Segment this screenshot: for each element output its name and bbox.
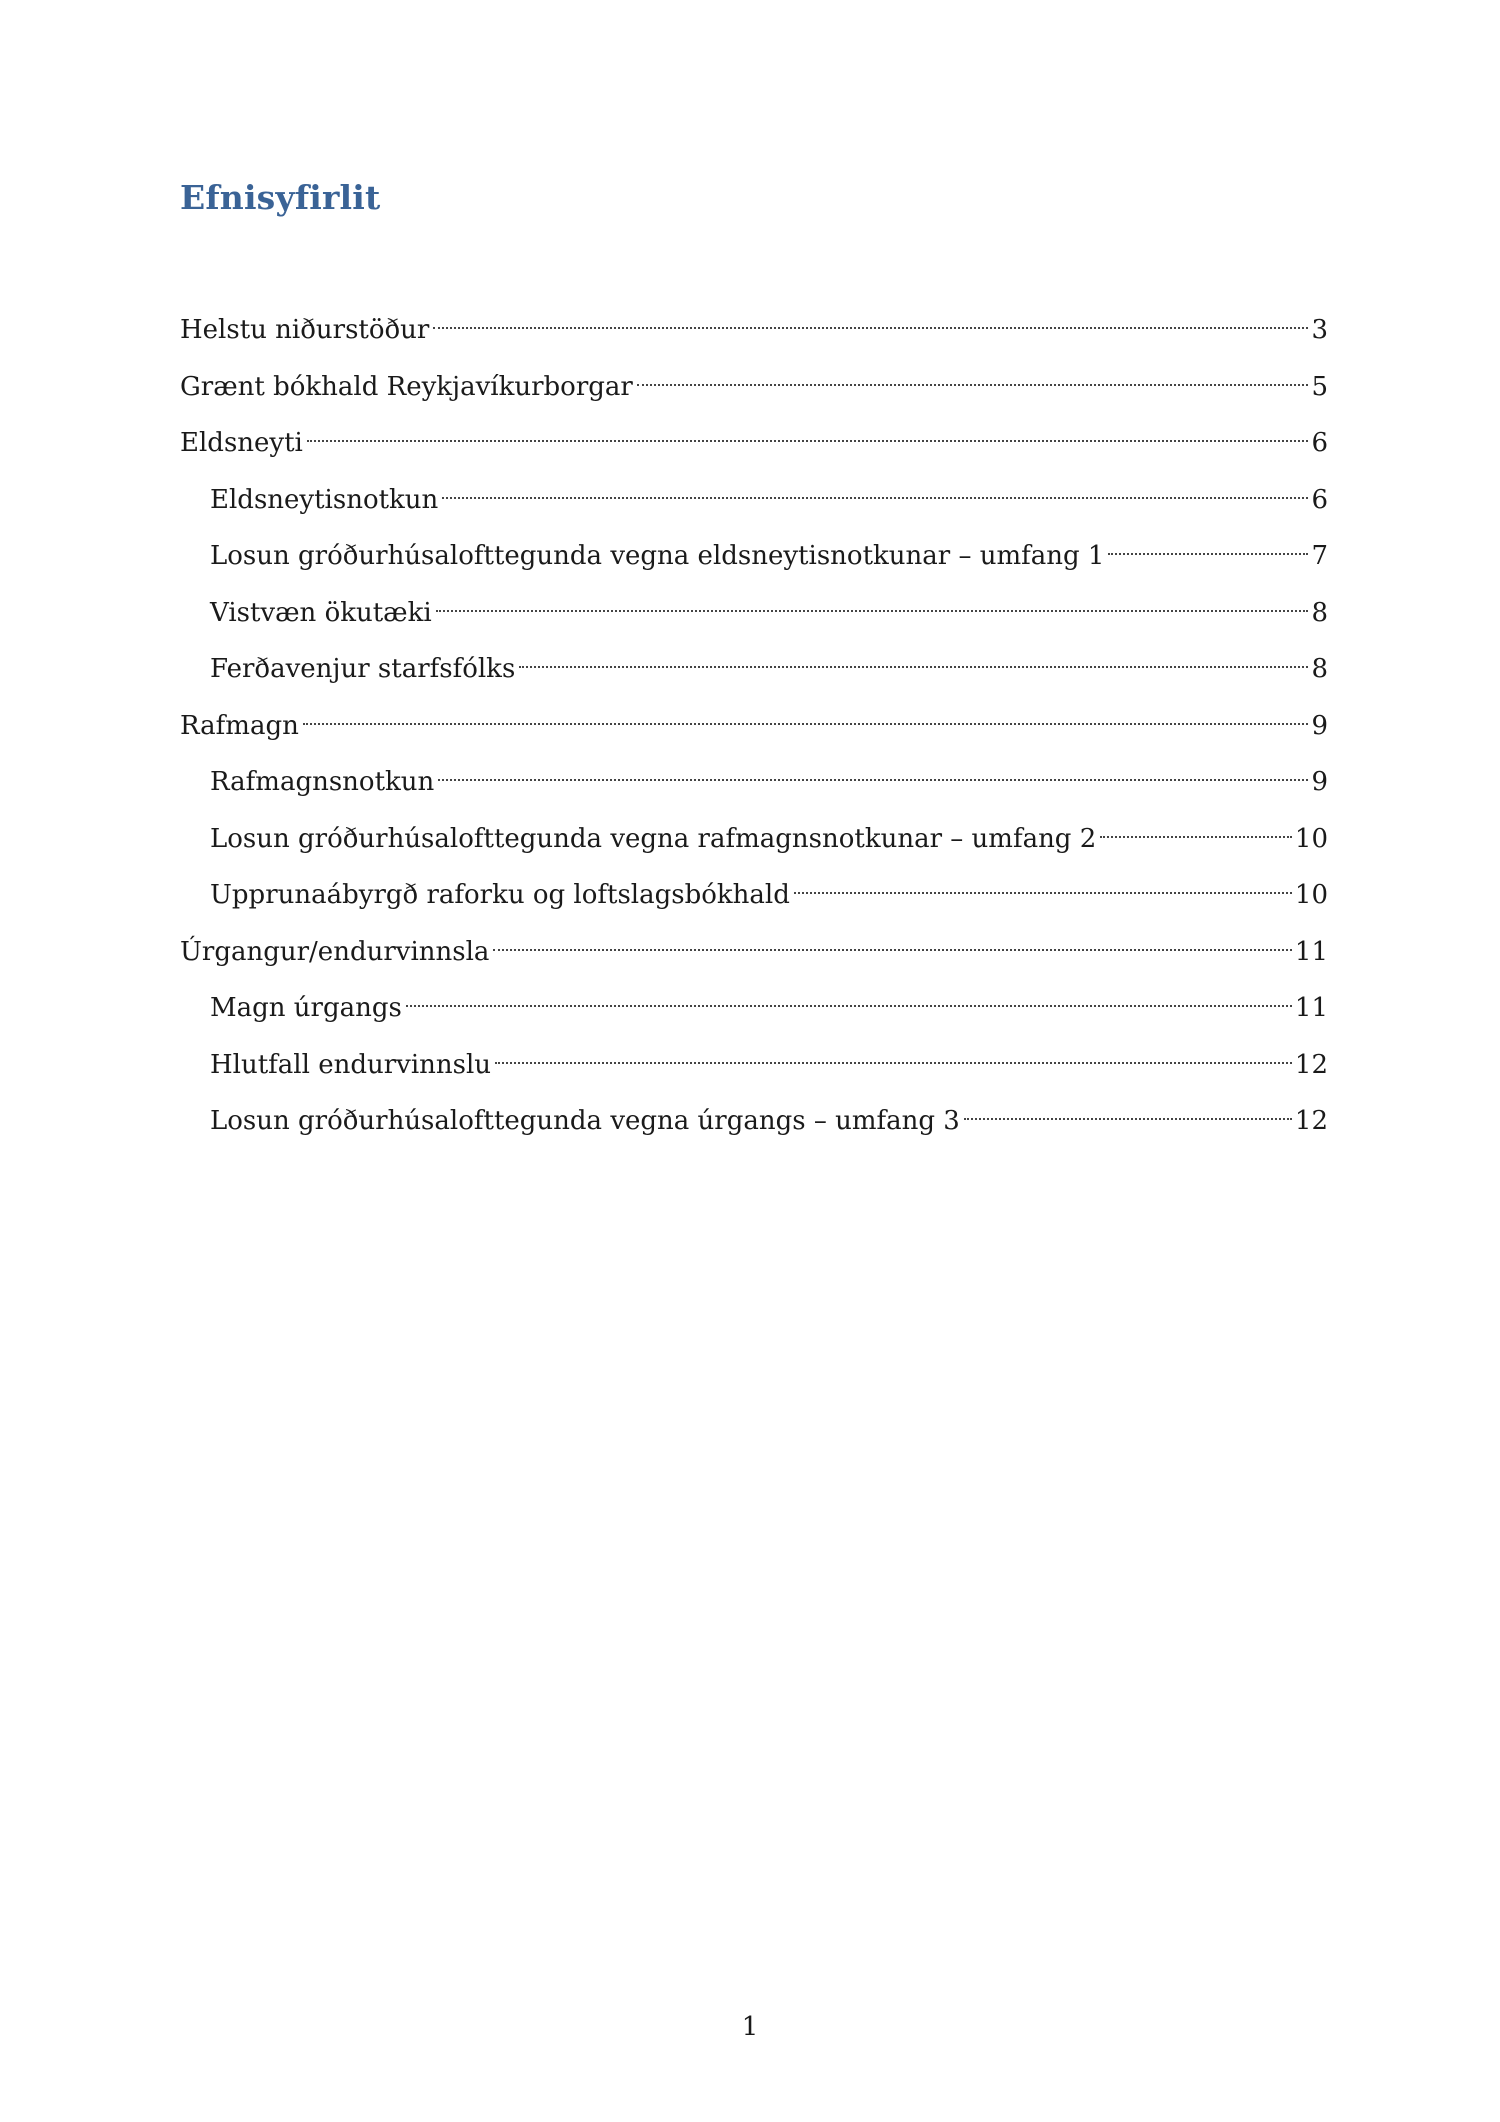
toc-entry[interactable] <box>180 750 1328 807</box>
toc-entry[interactable] <box>180 355 1328 412</box>
toc-entry-page: 9 <box>1311 710 1328 741</box>
toc-entry-page: 12 <box>1294 1106 1328 1136</box>
toc-entry-title: Eldsneytisnotkun <box>210 484 439 515</box>
toc-entry[interactable] <box>180 581 1328 638</box>
toc-entry-title: Eldsneyti <box>180 428 303 458</box>
toc-leader-dots <box>406 976 1292 1016</box>
toc-entry-title: Rafmagn <box>180 710 299 741</box>
toc-entry[interactable] <box>180 411 1328 468</box>
toc-entry-title: Ferðavenjur starfsfólks <box>210 654 516 684</box>
toc-entry-title: Rafmagnsnotkun <box>210 767 435 797</box>
toc-leader-dots <box>442 468 1308 508</box>
toc-leader-dots <box>495 1033 1292 1073</box>
toc-leader-dots <box>307 411 1309 451</box>
table-of-contents <box>180 298 1328 1146</box>
toc-entry[interactable] <box>180 298 1328 355</box>
toc-entry-title: Losun gróðurhúsalofttegunda vegna rafmagnsnotkunar – umfang 2 <box>210 823 1097 854</box>
toc-entry[interactable] <box>180 524 1328 581</box>
toc-entry[interactable] <box>180 637 1328 694</box>
toc-entry-page: 10 <box>1294 823 1328 854</box>
toc-entry-page: 8 <box>1311 654 1328 684</box>
toc-leader-dots <box>303 694 1309 734</box>
toc-leader-dots <box>519 637 1308 677</box>
toc-leader-dots <box>964 1089 1292 1129</box>
toc-entry-title: Vistvæn ökutæki <box>210 597 432 628</box>
toc-entry-page: 3 <box>1311 315 1328 345</box>
toc-leader-dots <box>637 355 1309 395</box>
toc-entry[interactable] <box>180 1089 1328 1146</box>
toc-leader-dots <box>438 750 1308 790</box>
toc-entry-page: 8 <box>1311 597 1328 628</box>
toc-entry-title: Helstu niðurstöður <box>180 315 430 345</box>
toc-entry[interactable] <box>180 807 1328 864</box>
toc-entry-page: 11 <box>1294 993 1328 1023</box>
toc-entry-title: Hlutfall endurvinnslu <box>210 1049 492 1080</box>
toc-entry-title: Úrgangur/endurvinnsla <box>180 936 490 967</box>
toc-leader-dots <box>433 298 1308 338</box>
toc-entry-page: 12 <box>1294 1049 1328 1080</box>
toc-entry-title: Grænt bókhald Reykjavíkurborgar <box>180 371 633 402</box>
toc-entry[interactable] <box>180 920 1328 977</box>
toc-leader-dots <box>493 920 1291 960</box>
toc-entry-page: 11 <box>1294 936 1328 967</box>
toc-entry[interactable] <box>180 468 1328 525</box>
toc-leader-dots <box>1108 524 1308 564</box>
toc-entry-title: Upprunaábyrgð raforku og loftslagsbókhald <box>210 880 790 910</box>
toc-entry[interactable] <box>180 1033 1328 1090</box>
toc-heading: Efnisyfirlit <box>180 178 381 217</box>
toc-entry-title: Losun gróðurhúsalofttegunda vegna úrgangs – umfang 3 <box>210 1106 960 1136</box>
toc-leader-dots <box>794 863 1292 903</box>
toc-entry-page: 7 <box>1311 541 1328 571</box>
page-number: 1 <box>741 2012 759 2042</box>
toc-entry-title: Losun gróðurhúsalofttegunda vegna eldsneytisnotkunar – umfang 1 <box>210 541 1105 571</box>
toc-entry-title: Magn úrgangs <box>210 993 402 1023</box>
toc-entry[interactable] <box>180 863 1328 920</box>
toc-leader-dots <box>436 581 1309 621</box>
toc-entry-page: 10 <box>1294 880 1328 910</box>
toc-entry-page: 6 <box>1311 428 1328 458</box>
toc-leader-dots <box>1100 807 1292 847</box>
toc-entry[interactable] <box>180 694 1328 751</box>
toc-entry-page: 6 <box>1311 484 1328 515</box>
toc-entry[interactable] <box>180 976 1328 1033</box>
toc-entry-page: 9 <box>1311 767 1328 797</box>
toc-entry-page: 5 <box>1311 371 1328 402</box>
